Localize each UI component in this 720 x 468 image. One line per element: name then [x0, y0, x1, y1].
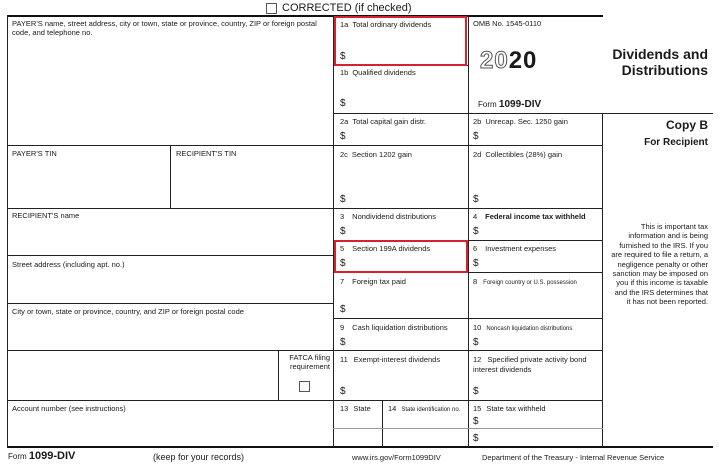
box-10-label [473, 323, 572, 334]
recipient-name-label: RECIPIENT'S name [12, 211, 80, 220]
copy-subtitle: For Recipient [644, 137, 708, 148]
box-15-dollar-2: $ [473, 433, 479, 444]
box-2c-label [340, 150, 412, 159]
box-12-label [473, 355, 598, 374]
box-14-label [388, 404, 460, 415]
box-14-text: State identification no. [401, 407, 461, 413]
form-title-line2: Distributions [621, 62, 708, 78]
box-4-field[interactable] [483, 224, 593, 238]
box-15-dollar-1: $ [473, 416, 479, 427]
box-6-text: Investment expenses [485, 244, 557, 253]
payer-tin-field[interactable] [8, 162, 168, 206]
box-3-field[interactable] [350, 224, 460, 238]
line-header-bottom [468, 113, 603, 114]
footer-url: www.irs.gov/Form1099DIV [352, 453, 441, 462]
box-6-field[interactable] [483, 256, 593, 270]
box-2c-dollar: $ [340, 194, 346, 205]
box-7-text: Foreign tax paid [352, 277, 406, 286]
line-fatca-split [278, 350, 279, 400]
box-9-dollar: $ [340, 337, 346, 348]
box-8-field[interactable] [473, 290, 598, 316]
footer-dept: Department of the Treasury - Internal Revenue Service [482, 453, 665, 462]
divider-mid-column [468, 15, 469, 447]
form-top-border [7, 15, 603, 17]
box-13-num: 13 [340, 404, 349, 413]
box-1b-dollar: $ [340, 98, 346, 109]
box-9-text: Cash liquidation distributions [352, 323, 448, 332]
payer-name-field[interactable] [8, 40, 332, 144]
box-2b-text: Unrecap. Sec. 1250 gain [485, 117, 568, 126]
box-13-field[interactable] [335, 416, 380, 446]
box-4-num: 4 [473, 212, 478, 221]
line-7-bottom [333, 318, 603, 319]
tax-year [480, 47, 537, 75]
box-15-field[interactable] [483, 414, 598, 444]
box-2c-num: 2c [340, 150, 348, 159]
street-label: Street address (including apt. no.) [12, 260, 125, 269]
box-4-label [473, 212, 586, 221]
box-12-num: 12 [473, 355, 482, 364]
box-1b-label [340, 68, 416, 77]
box-3-label [340, 212, 436, 221]
highlight-box-1a [334, 16, 467, 66]
line-city-bottom [7, 350, 334, 351]
box-8-text: Foreign country or U.S. possession [483, 280, 577, 286]
box-9-field[interactable] [350, 335, 460, 349]
box-14-field[interactable] [385, 416, 467, 446]
box-2d-dollar: $ [473, 194, 479, 205]
line-9-bottom [333, 350, 603, 351]
box-11-dollar: $ [340, 386, 346, 397]
box-11-num: 11 [340, 355, 348, 364]
box-3-text: Nondividend distributions [352, 212, 436, 221]
box-2b-label [473, 117, 568, 126]
box-1a-dollar: $ [340, 51, 346, 62]
box-12-dollar: $ [473, 386, 479, 397]
box-3-dollar: $ [340, 226, 346, 237]
account-label: Account number (see instructions) [12, 404, 126, 413]
tax-year-prefix: 20 [480, 47, 509, 74]
footer-form-label: Form [8, 452, 27, 461]
box-12-field[interactable] [483, 383, 593, 398]
box-9-num: 9 [340, 323, 345, 332]
divider-right-column [602, 113, 603, 447]
line-fatca-bottom [7, 400, 334, 401]
box-6-num: 6 [473, 244, 478, 253]
box-1b-field[interactable] [350, 96, 460, 111]
box-4-dollar: $ [473, 226, 479, 237]
box-1a-text: Total ordinary dividends [352, 20, 432, 29]
box-14-num: 14 [388, 404, 397, 413]
form-bottom-border [7, 446, 713, 448]
divider-left-column [333, 15, 334, 447]
corrected-label: CORRECTED (if checked) [282, 2, 412, 14]
box-2c-text: Section 1202 gain [351, 150, 412, 159]
header-form-id [478, 99, 541, 110]
recipient-name-field[interactable] [8, 222, 332, 253]
box-9-label [340, 323, 448, 332]
box-2d-field[interactable] [483, 190, 593, 206]
header-form-name: 1099-DIV [498, 99, 542, 110]
box-8-num: 8 [473, 277, 478, 286]
box-15-label [473, 404, 546, 413]
corrected-checkbox[interactable] [266, 3, 277, 14]
box-1b-num: 1b [340, 68, 349, 77]
highlight-box-5 [334, 240, 468, 273]
box-2a-label [340, 117, 426, 126]
box-7-dollar: $ [340, 304, 346, 315]
box-5-text: Section 199A dividends [352, 244, 431, 253]
box-10-text: Noncash liquidation distributions [486, 326, 573, 332]
footer-form-name: 1099-DIV [28, 450, 76, 462]
tax-year-suffix: 20 [508, 47, 538, 74]
account-field[interactable] [8, 416, 332, 444]
form-title-line1: Dividends and [612, 46, 708, 62]
recipient-tin-field[interactable] [172, 162, 332, 206]
line-copyb-top [602, 113, 713, 114]
line-11-bottom [333, 400, 603, 401]
box-3-num: 3 [340, 212, 345, 221]
box-15-text: State tax withheld [486, 404, 546, 413]
box-7-label [340, 277, 406, 286]
footer-keep: (keep for your records) [153, 452, 245, 462]
line-name-bottom [7, 255, 334, 256]
box-5-dollar: $ [340, 258, 346, 269]
omb-number: OMB No. 1545-0110 [473, 19, 542, 28]
box-2d-num: 2d [473, 150, 482, 159]
header-form-label: Form [478, 100, 497, 109]
box-12-text: Specified private activity bond interest dividends [473, 355, 587, 374]
box-6-dollar: $ [473, 258, 479, 269]
footer-form-id [8, 450, 75, 462]
box-2b-dollar: $ [473, 131, 479, 142]
box-11-field[interactable] [350, 383, 460, 398]
copy-title: Copy B [666, 118, 708, 132]
copy-notice: This is important tax information and is being furnished to the IRS. If you are required to file a return, a negligence penalty or other sanction may be imposed on you if this income is taxable and the IRS determines that it has not been reported. [611, 222, 708, 307]
box-2c-field[interactable] [350, 190, 460, 206]
fatca-label: FATCA filing requirement [289, 353, 330, 371]
line-tin-bottom [7, 208, 334, 209]
box-11-label [340, 355, 440, 364]
box-7-num: 7 [340, 277, 345, 286]
box-4-text: Federal income tax withheld [485, 212, 586, 221]
box-5-num: 5 [340, 244, 345, 253]
box-2a-text: Total capital gain distr. [352, 117, 427, 126]
box-2a-dollar: $ [340, 131, 346, 142]
box-2d-text: Collectibles (28%) gain [485, 150, 563, 159]
line-2a-bottom [333, 145, 603, 146]
line-2c-bottom [333, 208, 603, 209]
fatca-checkbox[interactable] [299, 381, 310, 392]
box-13-text: State [353, 404, 371, 413]
box-10-num: 10 [473, 323, 482, 332]
payer-tin-label: PAYER'S TIN [12, 149, 57, 158]
box-6-label [473, 244, 556, 253]
box-11-text: Exempt-interest dividends [353, 355, 441, 364]
line-tin-split [170, 145, 171, 208]
line-street-bottom [7, 303, 334, 304]
box-2a-field[interactable] [350, 129, 460, 143]
box-2b-num: 2b [473, 117, 482, 126]
box-2d-label [473, 150, 562, 159]
box-10-dollar: $ [473, 337, 479, 348]
box-10-field[interactable] [483, 335, 593, 349]
city-field[interactable] [8, 320, 332, 348]
box-15-num: 15 [473, 404, 482, 413]
box-1b-text: Qualified dividends [352, 68, 416, 77]
box-1a-num: 1a [340, 20, 349, 29]
box-7-field[interactable] [350, 300, 460, 316]
payer-name-label: PAYER'S name, street address, city or town, state or province, country, ZIP or foreign postal code, and telephone no. [12, 19, 317, 37]
line-13-split [382, 400, 383, 447]
recipient-tin-label: RECIPIENT'S TIN [176, 149, 237, 158]
box-2b-field[interactable] [483, 129, 593, 143]
box-13-label [340, 404, 371, 413]
city-label: City or town, state or province, country, and ZIP or foreign postal code [12, 307, 244, 316]
box-8-label [473, 277, 577, 288]
box-2a-num: 2a [340, 117, 349, 126]
form-title [578, 46, 708, 78]
street-field[interactable] [8, 272, 332, 301]
